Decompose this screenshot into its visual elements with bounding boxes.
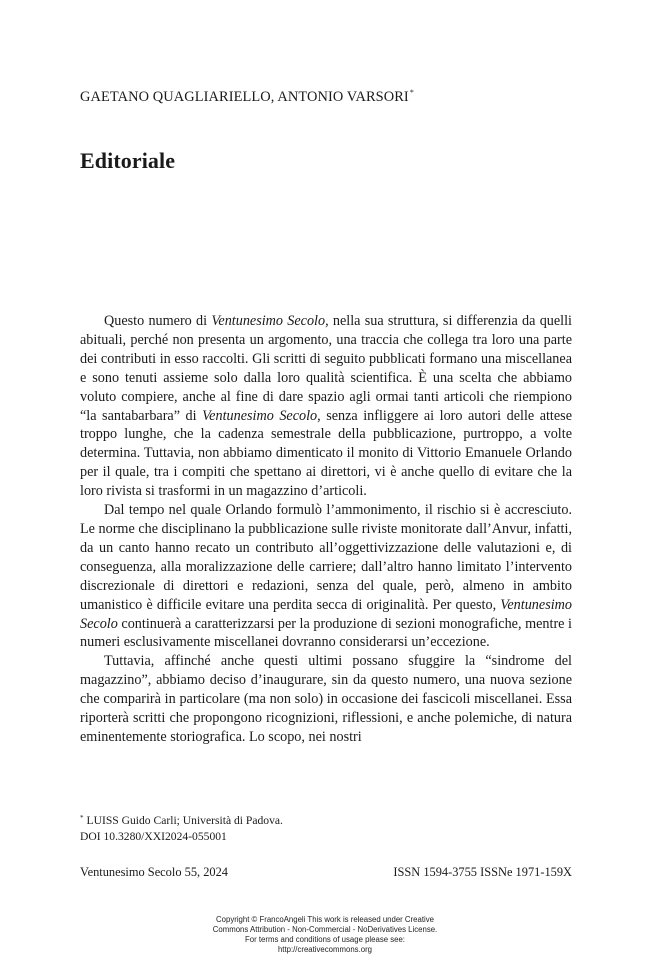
affiliation-text: LUISS Guido Carli; Università di Padova. — [86, 814, 283, 827]
doi-line: DOI 10.3280/XXI2024-055001 — [80, 829, 227, 843]
running-footer — [80, 865, 572, 880]
journal-name-italic: Ventunesimo Secolo — [211, 313, 326, 329]
paragraph-text: Dal tempo nel quale Orlando formulò l’ammonimento, il rischio si è accresciuto. Le norme che disciplinano la pubblicazione sulle riviste monitorate dall’Anvur, infatti, da un canto hanno recato un contributo all’oggettivizzazione delle valutazioni e, di conseguenza, alla moralizzazione delle carriere; dall’altro hanno limitato l’intervento discrezionale di direttori e redazioni, senza del quale, però, almeno in ambito umanistico è difficile evitare una perdita secca di originalità. Per questo, — [80, 502, 572, 613]
body-paragraph — [80, 312, 572, 501]
paragraph-text: Tuttavia, affinché anche questi ultimi possano sfuggire la “sindrome del magazzino”, abbiamo deciso d’inaugurare, sin da questo numero, una nuova sezione che comparirà in particolare (ma non solo) in occasione dei fascicoli miscellanei. Essa riporterà scritti che propongono ricognizioni, riflessioni, e anche polemiche, di natura eminentemente storiografica. Lo scopo, nei nostri — [80, 653, 572, 745]
journal-name-italic: Ventunesimo Secolo — [80, 596, 572, 632]
article-body — [80, 312, 572, 747]
license-notice — [0, 915, 650, 955]
body-paragraph — [80, 652, 572, 747]
author-names: GAETANO QUAGLIARIELLO, ANTONIO VARSORI — [80, 89, 409, 105]
author-line — [80, 88, 572, 106]
paragraph-text: , senza infliggere ai loro autori delle attese troppo lunghe, che la cadenza semestrale della pubblicazione, purtroppo, a volte determina. Tuttavia, non abbiamo dimenticato il monito di Vittorio Emanuele Orlando per il quale, tra i compiti che spettano ai direttori, vi è anche quello di evitare che la loro rivista si trasformi in un magazzino d’articoli. — [80, 407, 572, 500]
body-paragraph — [80, 501, 572, 652]
footnote — [80, 811, 572, 844]
license-link[interactable]: http://creativecommons.org — [277, 945, 373, 954]
license-line: Commons Attribution - Non-Commercial - NoDerivatives License. — [212, 925, 438, 934]
footnote-affiliation — [80, 811, 572, 829]
license-line: Copyright © FrancoAngeli This work is released under Creative — [216, 915, 434, 924]
article-title: Editoriale — [80, 148, 176, 173]
author-footnote-mark: * — [409, 88, 414, 97]
license-line: For terms and conditions of usage please see: — [245, 935, 405, 944]
journal-name-italic: Ventunesimo Secolo — [202, 407, 318, 424]
paragraph-text: , nella sua struttura, si differenzia da quelli abituali, perché non presenta un argomento, una traccia che collega tra loro una parte dei contributi in esso raccolti. Gli scritti di seguito pubblicati formano una miscellanea e sono tenuti assieme solo dalla loro qualità scientifica. È una scelta che abbiamo voluto compiere, anche al fine di dare spazio agli ormai tanti articoli che riempiono “la santabarbara” di — [80, 313, 573, 424]
journal-issue: Ventunesimo Secolo 55, 2024 — [80, 865, 228, 879]
paragraph-text: Questo numero di — [104, 313, 212, 329]
paragraph-text: continuerà a caratterizzarsi per la produzione di sezioni monografiche, mentre i numeri esclusivamente miscellanei dovranno considerarsi un’eccezione. — [80, 615, 572, 651]
footnote-mark: * — [80, 814, 84, 822]
issn-numbers: ISSN 1594-3755 ISSNe 1971-159X — [393, 865, 572, 879]
